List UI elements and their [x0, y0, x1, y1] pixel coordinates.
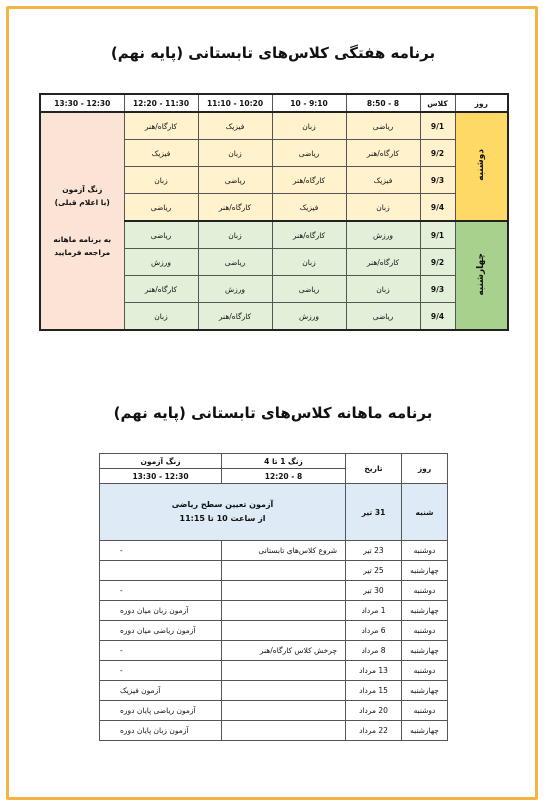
- exam-cell: -: [100, 661, 222, 681]
- bell-cell: چرخش کلاس کارگاه/هنر: [222, 641, 346, 661]
- subject-cell: زبان: [346, 276, 420, 303]
- date-cell: 15 مرداد: [346, 681, 402, 701]
- subject-cell: فیزیک: [124, 140, 198, 167]
- bell-cell: [222, 601, 346, 621]
- weekly-header-row: [40, 94, 508, 112]
- exam-cell: -: [100, 541, 222, 561]
- day-cell: دوشنبه: [402, 581, 448, 601]
- monthly-header-row: [100, 454, 448, 469]
- bell-cell: [222, 681, 346, 701]
- exam-cell: آزمون ریاضی پایان دوره: [100, 701, 222, 721]
- subject-cell: زبان: [346, 194, 420, 222]
- subject-cell: ریاضی: [346, 112, 420, 140]
- subject-cell: کارگاه/هنر: [198, 303, 272, 331]
- weekly-schedule-table: [39, 93, 509, 331]
- day-cell: چهارشنبه: [402, 721, 448, 741]
- day-cell: چهارشنبه: [402, 561, 448, 581]
- exam-cell: -: [100, 641, 222, 661]
- subject-cell: کارگاه/هنر: [124, 276, 198, 303]
- bell-cell: [222, 661, 346, 681]
- header-class: کلاس: [420, 94, 455, 112]
- exam-note-line-4: مراجعه فرمایید: [54, 248, 111, 257]
- day-cell: دوشنبه: [402, 701, 448, 721]
- class-cell: 9/1: [420, 112, 455, 140]
- subject-cell: زبان: [124, 303, 198, 331]
- header-period-3: 10:20 - 11:10: [198, 94, 272, 112]
- table-row: [100, 581, 448, 601]
- header-day: روز: [455, 94, 508, 112]
- date-cell: 22 مرداد: [346, 721, 402, 741]
- exam-cell: آزمون زبان پایان دوره: [100, 721, 222, 741]
- subject-cell: کارگاه/هنر: [272, 221, 346, 249]
- table-row: [40, 112, 508, 140]
- placement-exam-cell: [100, 484, 346, 541]
- exam-cell: -: [100, 581, 222, 601]
- subject-cell: کارگاه/هنر: [272, 167, 346, 194]
- table-row: [100, 541, 448, 561]
- subject-cell: ورزش: [272, 303, 346, 331]
- header-period-1: 8 - 8:50: [346, 94, 420, 112]
- bell-cell: [222, 561, 346, 581]
- exam-note-line-2: (با اعلام قبلی): [54, 198, 110, 207]
- subject-cell: کارگاه/هنر: [346, 140, 420, 167]
- placement-exam-line-2: از ساعت 10 تا 11:15: [179, 514, 266, 523]
- class-cell: 9/2: [420, 249, 455, 276]
- day-cell: چهارشنبه: [402, 681, 448, 701]
- date-cell: 23 تیر: [346, 541, 402, 561]
- subject-cell: زبان: [272, 249, 346, 276]
- header-period-2: 9:10 - 10: [272, 94, 346, 112]
- header-bells: زنگ 1 تا 4: [222, 454, 346, 469]
- monthly-title: برنامه ماهانه کلاس‌های تابستانی (پایه نهم): [113, 404, 433, 422]
- subject-cell: کارگاه/هنر: [198, 194, 272, 222]
- exam-cell: [100, 561, 222, 581]
- day-cell: دوشنبه: [402, 541, 448, 561]
- class-cell: 9/4: [420, 194, 455, 222]
- header-exam-period: 12:30 - 13:30: [40, 94, 124, 112]
- exam-cell: آزمون ریاضی میان دوره: [100, 621, 222, 641]
- table-row: [100, 561, 448, 581]
- placement-exam-line-1: آزمون تعیین سطح ریاضی: [171, 500, 274, 509]
- subject-cell: فیزیک: [198, 112, 272, 140]
- bell-cell: شروع کلاس‌های تابستانی: [222, 541, 346, 561]
- subject-cell: کارگاه/هنر: [124, 112, 198, 140]
- date-cell: 1 مرداد: [346, 601, 402, 621]
- bell-cell: [222, 621, 346, 641]
- table-row: [100, 621, 448, 641]
- bell-cell: [222, 581, 346, 601]
- date-cell: 6 مرداد: [346, 621, 402, 641]
- exam-cell: آزمون فیزیک: [100, 681, 222, 701]
- table-row: [100, 681, 448, 701]
- bell-cell: [222, 721, 346, 741]
- date-cell: 13 مرداد: [346, 661, 402, 681]
- class-cell: 9/3: [420, 276, 455, 303]
- subject-cell: زبان: [198, 140, 272, 167]
- monthly-schedule-table: [99, 453, 448, 741]
- subject-cell: ریاضی: [198, 167, 272, 194]
- day-cell: دوشنبه: [402, 621, 448, 641]
- subject-cell: فیزیک: [272, 194, 346, 222]
- header-exam-time: 12:30 - 13:30: [100, 469, 222, 484]
- header-date: تاریخ: [346, 454, 402, 484]
- class-cell: 9/4: [420, 303, 455, 331]
- table-row: [100, 661, 448, 681]
- table-row: [100, 601, 448, 621]
- day-wednesday: چهارشنبه: [455, 221, 508, 330]
- subject-cell: ریاضی: [198, 249, 272, 276]
- subject-cell: ورزش: [124, 249, 198, 276]
- bell-cell: [222, 701, 346, 721]
- header-period-4: 11:30 - 12:20: [124, 94, 198, 112]
- weekly-title: برنامه هفتگی کلاس‌های تابستانی (پایه نهم): [110, 44, 436, 62]
- class-cell: 9/3: [420, 167, 455, 194]
- subject-cell: کارگاه/هنر: [346, 249, 420, 276]
- day-cell: شنبه: [402, 484, 448, 541]
- date-cell: 25 تیر: [346, 561, 402, 581]
- subject-cell: ریاضی: [346, 303, 420, 331]
- exam-note-line-1: زنگ آزمون: [62, 185, 103, 194]
- subject-cell: ریاضی: [124, 221, 198, 249]
- subject-cell: ریاضی: [272, 140, 346, 167]
- header-day: روز: [402, 454, 448, 484]
- subject-cell: زبان: [272, 112, 346, 140]
- day-cell: چهارشنبه: [402, 601, 448, 621]
- subject-cell: ریاضی: [272, 276, 346, 303]
- day-cell: چهارشنبه: [402, 641, 448, 661]
- subject-cell: زبان: [198, 221, 272, 249]
- table-row: [100, 701, 448, 721]
- subject-cell: ریاضی: [124, 194, 198, 222]
- table-row: [100, 484, 448, 541]
- day-monday: دوشنبه: [455, 112, 508, 221]
- subject-cell: فیزیک: [346, 167, 420, 194]
- exam-period-note: [40, 112, 124, 330]
- table-row: [100, 721, 448, 741]
- date-cell: 31 تیر: [346, 484, 402, 541]
- class-cell: 9/1: [420, 221, 455, 249]
- date-cell: 30 تیر: [346, 581, 402, 601]
- date-cell: 20 مرداد: [346, 701, 402, 721]
- exam-note-line-3: به برنامه ماهانه: [53, 235, 112, 244]
- date-cell: 8 مرداد: [346, 641, 402, 661]
- exam-cell: آزمون زبان میان دوره: [100, 601, 222, 621]
- subject-cell: ورزش: [198, 276, 272, 303]
- class-cell: 9/2: [420, 140, 455, 167]
- header-bells-time: 8 - 12:20: [222, 469, 346, 484]
- subject-cell: زبان: [124, 167, 198, 194]
- table-row: [100, 641, 448, 661]
- subject-cell: ورزش: [346, 221, 420, 249]
- day-cell: دوشنبه: [402, 661, 448, 681]
- header-exam: زنگ آزمون: [100, 454, 222, 469]
